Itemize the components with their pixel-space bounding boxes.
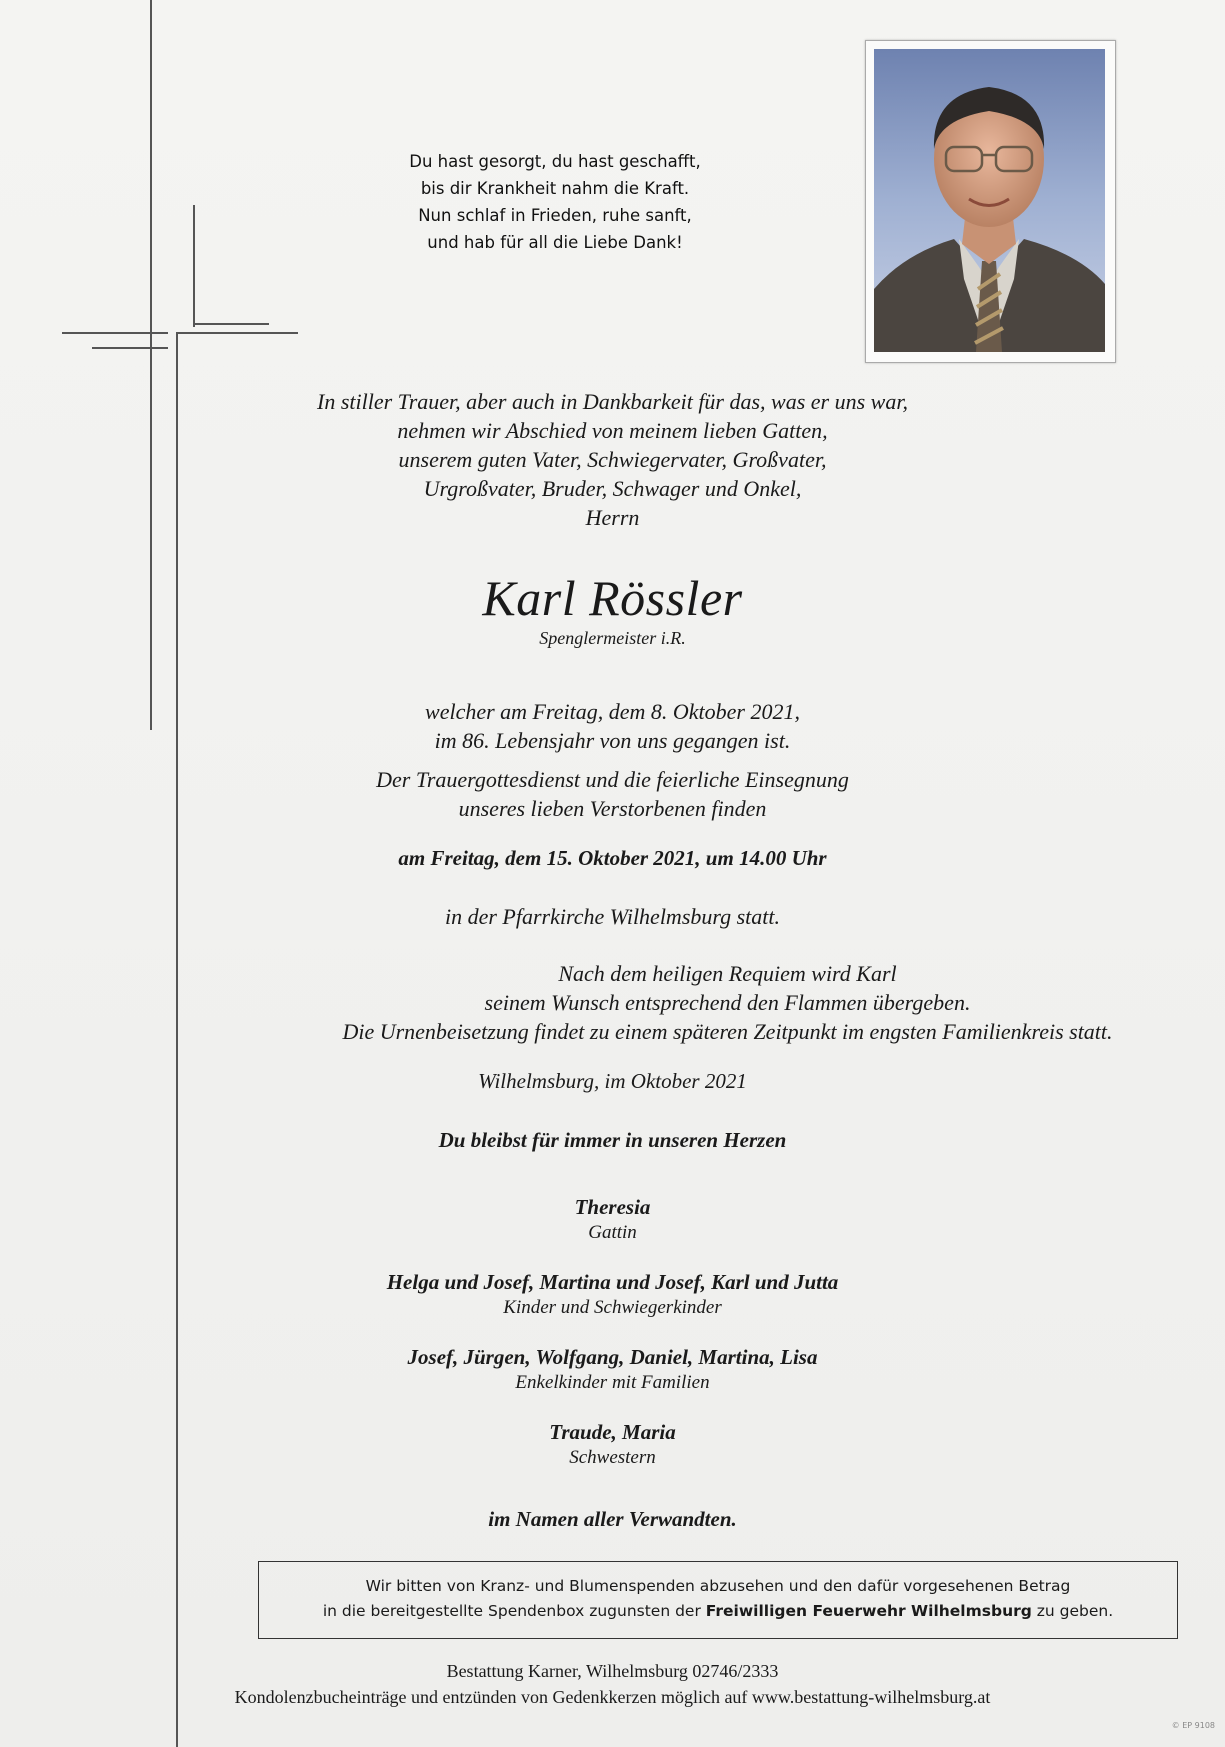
donation-beneficiary: Freiwilligen Feuerwehr Wilhelmsburg bbox=[705, 1602, 1032, 1620]
funeral-home-footer bbox=[0, 1658, 1225, 1710]
cross-line-horizontal-right-upper bbox=[193, 323, 269, 325]
cross-line-vertical-right-upper bbox=[193, 205, 195, 327]
portrait-photo bbox=[865, 40, 1116, 363]
funeral-home-contact: Bestattung Karner, Wilhelmsburg 02746/2333 bbox=[446, 1661, 779, 1681]
passing-text bbox=[0, 697, 1225, 755]
portrait-image bbox=[874, 49, 1105, 352]
cross-line-vertical-right bbox=[176, 332, 178, 1747]
service-place: in der Pfarrkirche Wilhelmsburg statt. bbox=[444, 904, 781, 929]
donation-line-2-pre: in die bereitgestellte Spendenbox zugunsten der bbox=[322, 1602, 701, 1620]
intro-line: In stiller Trauer, aber auch in Dankbarkeit für das, was er uns war, bbox=[317, 389, 908, 414]
poem-line: bis dir Krankheit nahm die Kraft. bbox=[420, 179, 690, 198]
donation-line-2-post: zu geben. bbox=[1036, 1602, 1114, 1620]
place-date: Wilhelmsburg, im Oktober 2021 bbox=[478, 1069, 747, 1093]
service-date: am Freitag, dem 15. Oktober 2021, um 14.00 Uhr bbox=[398, 846, 827, 870]
condolence-info: Kondolenzbucheinträge und entzünden von Gedenkkerzen möglich auf www.bestattung-wilhelmsburg.at bbox=[234, 1687, 991, 1707]
intro-line: Urgroßvater, Bruder, Schwager und Onkel, bbox=[423, 476, 802, 501]
closing-line: Du bleibst für immer in unseren Herzen bbox=[438, 1128, 787, 1152]
mourner-group bbox=[0, 1419, 1225, 1470]
service-line: unseres lieben Verstorbenen finden bbox=[458, 796, 767, 821]
donation-line-2 bbox=[259, 1599, 1177, 1624]
deceased-name: Karl Rössler bbox=[482, 570, 743, 626]
deceased-title: Spenglermeister i.R. bbox=[539, 628, 686, 648]
poem-line: und hab für all die Liebe Dank! bbox=[427, 233, 683, 252]
relatives-line: im Namen aller Verwandten. bbox=[488, 1507, 737, 1531]
mourner-names: Theresia bbox=[574, 1195, 651, 1219]
donation-notice bbox=[258, 1561, 1178, 1639]
poem-line: Du hast gesorgt, du hast geschafft, bbox=[409, 152, 701, 171]
mourner-group bbox=[0, 1269, 1225, 1320]
mourner-role: Schwestern bbox=[569, 1447, 656, 1468]
cross-line-horizontal-left-lower bbox=[92, 347, 168, 349]
donation-line-1: Wir bitten von Kranz- und Blumenspenden abzusehen und den dafür vorgesehenen Betrag bbox=[365, 1577, 1071, 1595]
requiem-line: seinem Wunsch entsprechend den Flammen übergeben. bbox=[484, 990, 971, 1015]
print-code: © EP 9108 bbox=[1171, 1721, 1215, 1730]
mourner-names: Josef, Jürgen, Wolfgang, Daniel, Martina, Lisa bbox=[407, 1345, 818, 1369]
requiem-line: Die Urnenbeisetzung findet zu einem späteren Zeitpunkt im engsten Familienkreis statt. bbox=[342, 1019, 1113, 1044]
service-line: Der Trauergottesdienst und die feierliche Einsegnung bbox=[376, 767, 849, 792]
mourner-role: Kinder und Schwiegerkinder bbox=[503, 1297, 722, 1318]
intro-line: Herrn bbox=[585, 505, 640, 530]
poem bbox=[380, 148, 730, 256]
mourner-names: Helga und Josef, Martina und Josef, Karl und Jutta bbox=[386, 1270, 839, 1294]
mourner-role: Enkelkinder mit Familien bbox=[515, 1372, 710, 1393]
mourner-group bbox=[0, 1344, 1225, 1395]
passing-line: im 86. Lebensjahr von uns gegangen ist. bbox=[434, 728, 791, 753]
service-text bbox=[0, 765, 1225, 823]
passing-line: welcher am Freitag, dem 8. Oktober 2021, bbox=[425, 699, 800, 724]
intro-text bbox=[0, 387, 1225, 532]
mourners-list bbox=[0, 1194, 1225, 1490]
requiem-line: Nach dem heiligen Requiem wird Karl bbox=[558, 961, 897, 986]
mourner-group bbox=[0, 1194, 1225, 1245]
cross-line-horizontal-left bbox=[62, 332, 168, 334]
requiem-text bbox=[285, 959, 1170, 1046]
cross-line-horizontal-right bbox=[176, 332, 298, 334]
mourner-role: Gattin bbox=[588, 1222, 637, 1243]
intro-line: nehmen wir Abschied von meinem lieben Gatten, bbox=[397, 418, 828, 443]
mourner-names: Traude, Maria bbox=[549, 1420, 676, 1444]
poem-line: Nun schlaf in Frieden, ruhe sanft, bbox=[418, 206, 692, 225]
intro-line: unserem guten Vater, Schwiegervater, Großvater, bbox=[398, 447, 827, 472]
